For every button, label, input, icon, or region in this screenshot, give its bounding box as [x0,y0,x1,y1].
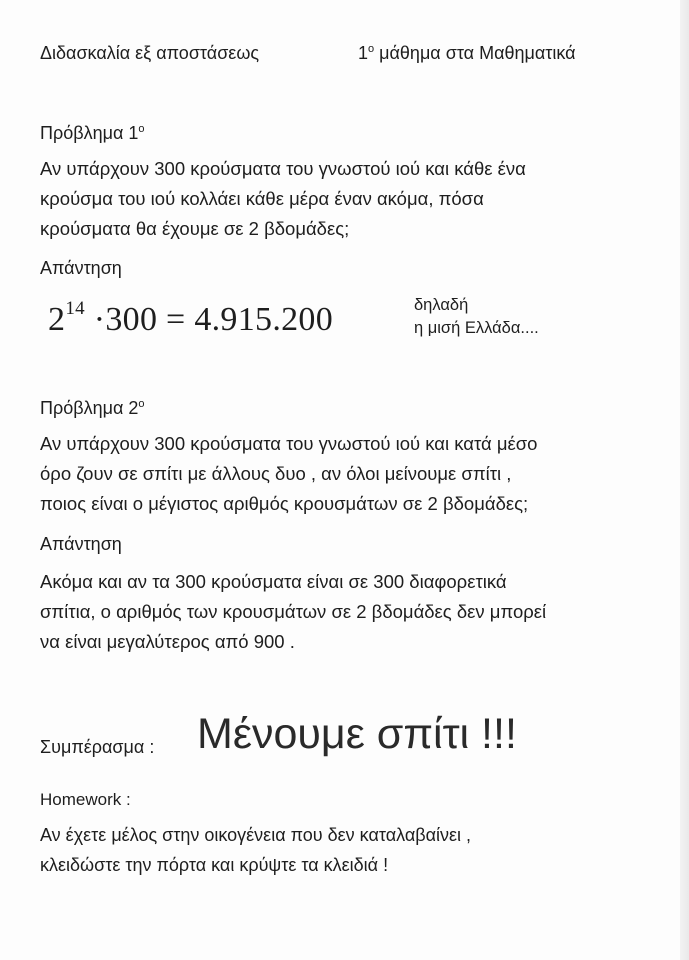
problem2-title-text: Πρόβλημα 2 [40,398,139,418]
problem1-answer-label: Απάντηση [40,258,122,278]
lesson-number-sup: ο [368,43,375,55]
formula-rest: ·300 = 4.915.200 [84,301,334,338]
answer-line: Ακόμα και αν τα 300 κρούσματα είναι σε 300 διαφορετικά [40,571,507,592]
problem2-title-sup: ο [138,398,145,410]
lesson-subject: μάθημα στα Μαθηματικά [374,43,576,63]
homework-label: Homework : [40,790,131,809]
note-line: η μισή Ελλάδα.... [414,319,539,337]
homework-line: Αν έχετε μέλος στην οικογένεια που δεν καταλαβαίνει , [40,825,472,845]
conclusion-label: Συμπέρασμα : [40,737,155,757]
formula-base: 2 [48,301,66,338]
header-left-title: Διδασκαλία εξ αποστάσεως [40,43,260,63]
problem2-answer-label: Απάντηση [40,534,122,554]
homework-text [40,820,471,880]
note-line: δηλαδή [414,296,469,314]
page-edge-shadow [680,0,689,960]
answer-line: σπίτια, ο αριθμός των κρουσμάτων σε 2 βδομάδες δεν μπορεί [40,601,547,622]
formula-exponent: 14 [65,298,85,319]
answer-line: να είναι μεγαλύτερος από 900 . [40,631,295,652]
problem1-title-sup: ο [138,123,145,135]
problem2-answer-text [40,567,546,657]
problem2-line: ποιος είναι ο μέγιστος αριθμός κρουσμάτων σε 2 βδομάδες; [40,493,529,514]
problem2-line: Αν υπάρχουν 300 κρούσματα του γνωστού ιού και κατά μέσο [40,433,538,454]
problem2-line: όρο ζουν σε σπίτι με άλλους δυο , αν όλοι μείνουμε σπίτι , [40,463,512,484]
homework-line: κλειδώστε την πόρτα και κρύψτε τα κλειδιά ! [40,855,389,875]
problem1-formula [48,298,333,339]
problem2-title [40,398,145,419]
problem1-line: κρούσμα του ιού κολλάει κάθε μέρα έναν ακόμα, πόσα [40,188,484,209]
problem1-line: Αν υπάρχουν 300 κρούσματα του γνωστού ιού και κάθε ένα [40,158,526,179]
problem1-title-text: Πρόβλημα 1 [40,123,139,143]
problem1-text [40,154,526,244]
problem1-title [40,123,145,144]
problem1-note [414,294,539,340]
problem1-line: κρούσματα θα έχουμε σε 2 βδομάδες; [40,218,350,239]
conclusion-slogan: Μένουμε σπίτι !!! [197,710,517,758]
header-right-title [358,43,576,64]
lesson-number: 1 [358,43,369,63]
problem2-text [40,429,537,519]
